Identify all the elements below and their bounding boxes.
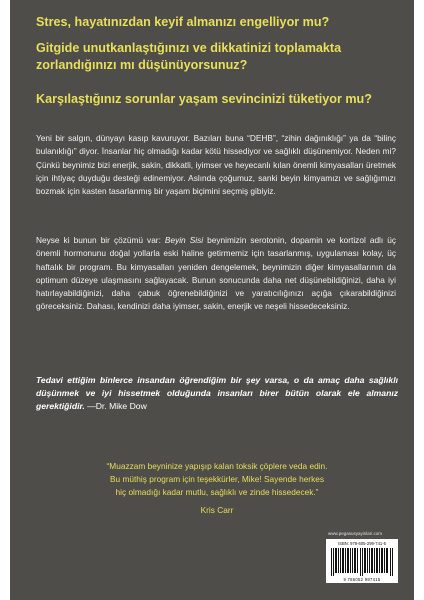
paragraph-2-body: beynimizin serotonin, dopamin ve kortizol adlı üç önemli hormonunu doğal yollarla eski haline getirmemiz için tasarlanmış, uygulaması kolay, üç haftalık bir program. Bu kimyasalları yeniden dengelemek, beynimizin diğer kimyasallarının da optimum düzeye ulaşmasını sağlayacak. Bunun sonucunda daha net düşünebildiğinizi, daha iyi hatırlayabildiğinizi, daha çabuk öğrenebildiğinizi ve yaratıcılığınızı açığa çıkarabildiğinizi göreceksiniz. Dahası, kendinizi daha iyimser, sakin, enerjik ve neşeli hissedeceksiniz. <box>36 235 397 312</box>
description-paragraph-2 <box>36 234 396 314</box>
book-back-cover <box>10 0 414 600</box>
book-title-italic: Beyin Sisi <box>164 235 204 245</box>
barcode-label <box>326 539 398 583</box>
headline-question-2: Gitgide unutkanlaştığınızı ve dikkatinizi toplamakta zorlandığınızı mı düşünüyorsunuz? <box>36 41 342 72</box>
endorsement-line-2: Bu müthiş program için teşekkürler, Mike! Sayende herkes <box>110 474 324 484</box>
headline-question-3: Karşılaştığınız sorunlar yaşam sevincinizi tüketiyor mu? <box>36 92 372 106</box>
paragraph-2-intro: Neyse ki bunun bir çözümü var: <box>36 235 165 245</box>
endorsement-author: Kris Carr <box>200 505 234 515</box>
endorsement-line-1: “Muazzam beyninize yapışıp kalan toksik çöplere veda edin. <box>106 461 328 471</box>
quote-text: Tedavi ettiğim binlerce insandan öğrendiğim bir şey varsa, o da amaç daha sağlıklı düşünmek ve iyi hissetmek olduğunda insanları birer bütün olarak ele almanız gerektiğidir. <box>36 375 398 412</box>
isbn-text: ISBN: 978-605-299-741-5 <box>338 541 386 546</box>
quote-author: —Dr. Mike Dow <box>84 401 147 412</box>
publisher-url: www.pegasusyayinlari.com <box>327 531 382 536</box>
barcode-number: 9 786052 997415 <box>343 577 381 582</box>
barcode-icon <box>331 548 393 576</box>
headline-question-1: Stres, hayatınızdan keyif almanızı engelliyor mu? <box>36 15 330 29</box>
endorsement-quote <box>36 460 398 499</box>
description-paragraph-1: Yeni bir salgın, dünyayı kasıp kavuruyor. Bazıları buna “DEHB”, “zihin dağınıklığı” ya da “bilinç bulanıklığı” diyor. İnsanlar hiç olmadığı kadar kötü hissediyor ve sağlıklı düşünemiyor. Neden mi? Çünkü beynimiz bizi enerjik, sakin, dikkatli, iyimser ve heyecanlı kılan önemli kimyasalları üretmek için ihtiyaç duyduğu desteği edinemiyor. Aslında çoğumuz, sanki beyin kimyamızı ve sağlığımızı bozmak için kasten tasarlanmış bir yaşam biçimini seçmiş gibiyiz. <box>36 133 396 197</box>
doctor-quote <box>36 374 398 414</box>
endorsement-line-3: hiç olmadığı kadar mutlu, sağlıklı ve zinde hissedecek.” <box>115 487 319 497</box>
